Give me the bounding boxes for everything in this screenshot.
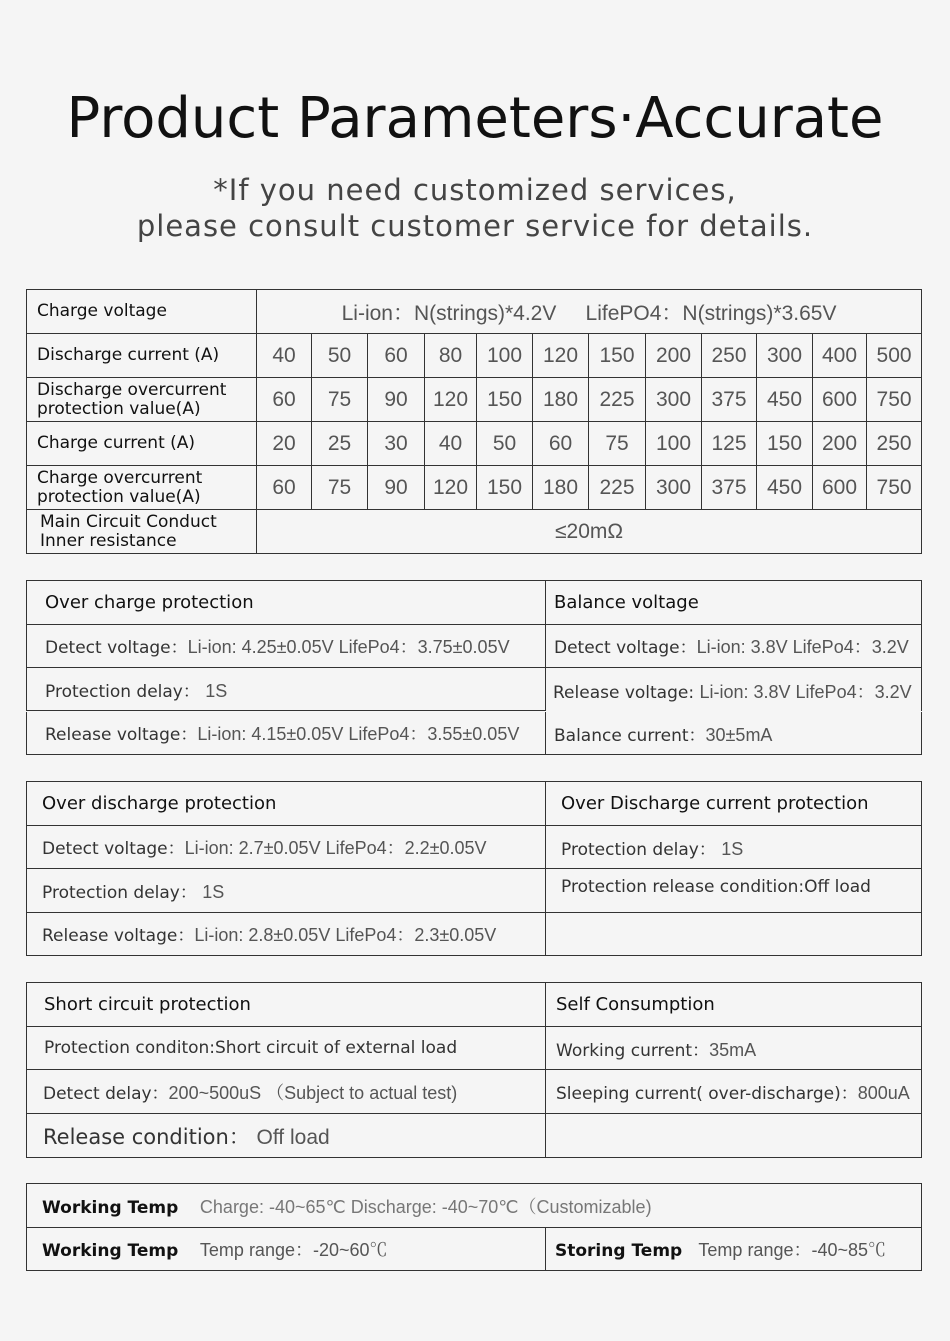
value-cell: 40 — [257, 334, 312, 378]
resistance-row — [27, 510, 922, 554]
value: Off load — [256, 1125, 330, 1149]
label: Protection delay： — [45, 682, 200, 702]
table-row — [27, 466, 922, 510]
page-subtitle — [0, 172, 950, 244]
value: 1S — [205, 681, 228, 701]
row-label: Discharge current (A) — [27, 334, 257, 378]
value: 35mA — [709, 1039, 757, 1060]
value-cell: 120 — [425, 466, 477, 510]
value: Li-ion: 4.15±0.05V LifePo4：3.55±0.05V — [197, 724, 520, 744]
short-circuit-delay — [27, 1070, 546, 1114]
value-cell: 180 — [533, 378, 589, 422]
value-cell: 600 — [813, 378, 867, 422]
label: Detect delay： — [43, 1083, 169, 1104]
table-row — [27, 378, 922, 422]
storing-temp — [546, 1228, 922, 1271]
value-cell: 60 — [257, 378, 312, 422]
value: 200~500uS （Subject to actual test) — [168, 1082, 458, 1103]
subtitle-line-1: *If you need customized services, — [213, 173, 737, 207]
charge-voltage-value: Li-ion：N(strings)*4.2V LifePO4：N(strings)*3.65V — [257, 290, 922, 334]
label: Sleeping current( over-discharge)： — [556, 1084, 858, 1104]
short-circuit-condition: Protection conditon:Short circuit of external load — [27, 1027, 546, 1070]
value-cell: 80 — [425, 334, 477, 378]
label: Protection delay： — [561, 839, 716, 860]
label: Detect voltage： — [42, 839, 185, 859]
short-circuit-title: Short circuit protection — [27, 983, 546, 1027]
over-discharge-current-title: Over Discharge current protection — [546, 782, 922, 826]
label: Working Temp — [42, 1197, 179, 1218]
table-row — [27, 334, 922, 378]
over-charge-table — [26, 580, 922, 755]
value-cell: 20 — [257, 422, 312, 466]
value-cell: 250 — [867, 422, 922, 466]
row-label: Charge current (A) — [27, 422, 257, 466]
value-cell: 300 — [646, 378, 702, 422]
value-cell: 90 — [368, 466, 425, 510]
value-cell: 50 — [312, 334, 368, 378]
balance-detect — [546, 625, 922, 668]
value-cell: 500 — [867, 334, 922, 378]
label: Release voltage： — [42, 926, 195, 946]
value-cell: 150 — [757, 422, 813, 466]
label: Working current： — [556, 1040, 710, 1061]
self-consumption-title: Self Consumption — [546, 983, 922, 1027]
value-cell: 90 — [368, 378, 425, 422]
short-circuit-table — [26, 982, 922, 1158]
over-charge-release — [27, 712, 546, 755]
value: Charge: -40~65℃ Discharge: -40~70℃（Customizable) — [199, 1196, 652, 1217]
spec-table — [26, 289, 922, 554]
value-cell: 300 — [757, 334, 813, 378]
over-discharge-release — [27, 913, 546, 956]
value: Temp range：-40~85℃ — [698, 1240, 887, 1260]
value-cell: 225 — [589, 378, 646, 422]
value-cell: 60 — [368, 334, 425, 378]
value-cell: 200 — [646, 334, 702, 378]
empty-cell — [546, 913, 922, 956]
value-cell: 75 — [589, 422, 646, 466]
value-cell: 30 — [368, 422, 425, 466]
short-circuit-release — [27, 1114, 546, 1158]
divider — [26, 710, 546, 711]
value: 800uA — [857, 1083, 910, 1103]
value-cell: 100 — [477, 334, 533, 378]
value: Li-ion: 3.8V LifePo4：3.2V — [696, 637, 909, 657]
page-title: Product Parameters·Accurate — [66, 86, 884, 151]
label: Storing Temp — [555, 1241, 683, 1261]
over-charge-delay — [27, 668, 546, 712]
over-discharge-delay — [27, 869, 546, 913]
charge-voltage-row — [27, 290, 922, 334]
value-cell: 120 — [533, 334, 589, 378]
label: Release voltage: — [553, 683, 700, 703]
over-discharge-table — [26, 781, 922, 956]
empty-cell — [546, 1114, 922, 1158]
value: Li-ion: 4.25±0.05V LifePo4：3.75±0.05V — [187, 637, 510, 657]
balance-title: Balance voltage — [546, 581, 922, 625]
over-charge-title: Over charge protection — [27, 581, 546, 625]
charge-voltage-label: Charge voltage — [27, 290, 257, 334]
value: Li-ion: 3.8V LifePo4：3.2V — [699, 682, 912, 702]
subtitle-line-2: please consult customer service for details. — [136, 209, 814, 243]
temperature-table — [26, 1183, 922, 1271]
value-cell: 375 — [702, 466, 757, 510]
label: Release condition： — [43, 1124, 250, 1149]
value: Li-ion: 2.7±0.05V LifePo4：2.2±0.05V — [184, 838, 487, 858]
odc-delay — [546, 826, 922, 869]
value: Li-ion: 2.8±0.05V LifePo4：2.3±0.05V — [194, 925, 497, 945]
value-cell: 40 — [425, 422, 477, 466]
value-cell: 400 — [813, 334, 867, 378]
over-discharge-detect — [27, 826, 546, 869]
value-cell: 450 — [757, 378, 813, 422]
label: Detect voltage： — [45, 638, 188, 658]
value-cell: 150 — [477, 378, 533, 422]
value-cell: 750 — [867, 466, 922, 510]
value-cell: 180 — [533, 466, 589, 510]
working-current — [546, 1027, 922, 1070]
value-cell: 120 — [425, 378, 477, 422]
sleeping-current — [546, 1070, 922, 1114]
label: Protection delay： — [42, 883, 197, 903]
label: Balance current： — [554, 725, 706, 746]
balance-release — [545, 678, 912, 704]
value: Temp range：-20~60℃ — [199, 1240, 388, 1260]
value-cell: 50 — [477, 422, 533, 466]
value-cell: 300 — [646, 466, 702, 510]
table-row — [27, 422, 922, 466]
value-cell: 100 — [646, 422, 702, 466]
value-cell: 600 — [813, 466, 867, 510]
value-cell: 750 — [867, 378, 922, 422]
resistance-value: ≤20mΩ — [257, 510, 922, 554]
over-discharge-title: Over discharge protection — [27, 782, 546, 826]
over-charge-detect — [27, 625, 546, 668]
value-cell: 250 — [702, 334, 757, 378]
label: Working Temp — [42, 1241, 179, 1261]
row-label: Discharge overcurrent protection value(A) — [27, 378, 257, 422]
value: 30±5mA — [705, 724, 773, 745]
label: Detect voltage： — [554, 638, 697, 658]
value-cell: 125 — [702, 422, 757, 466]
value-cell: 200 — [813, 422, 867, 466]
value-cell: 60 — [257, 466, 312, 510]
working-temp-row-2 — [27, 1228, 546, 1271]
value: 1S — [721, 838, 744, 859]
value-cell: 150 — [477, 466, 533, 510]
value-cell: 225 — [589, 466, 646, 510]
value-cell: 60 — [533, 422, 589, 466]
balance-current — [546, 712, 922, 755]
resistance-label: Main Circuit Conduct Inner resistance — [27, 510, 257, 554]
label: Release voltage： — [45, 725, 198, 745]
value-cell: 25 — [312, 422, 368, 466]
odc-release: Protection release condition:Off load — [546, 869, 922, 913]
value-cell: 75 — [312, 466, 368, 510]
value-cell: 150 — [589, 334, 646, 378]
row-label: Charge overcurrent protection value(A) — [27, 466, 257, 510]
value-cell: 375 — [702, 378, 757, 422]
working-temp-row-1 — [27, 1184, 922, 1228]
value-cell: 75 — [312, 378, 368, 422]
value-cell: 450 — [757, 466, 813, 510]
value: 1S — [202, 882, 225, 902]
